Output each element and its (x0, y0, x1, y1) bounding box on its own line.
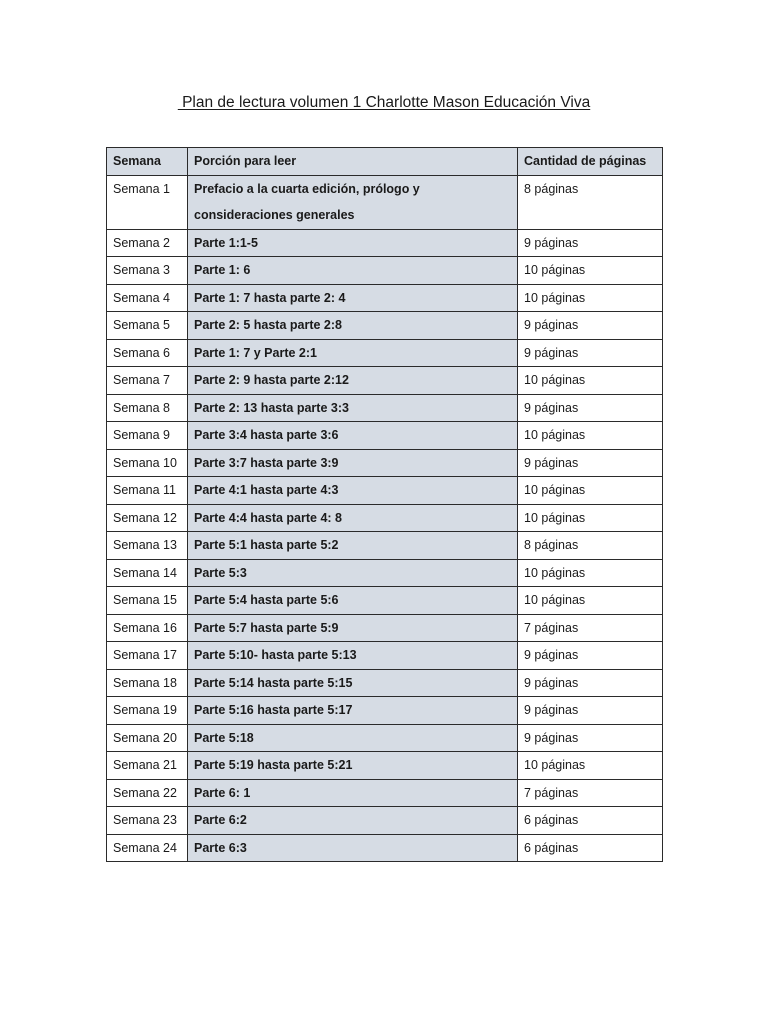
portion-cell: Parte 6:3 (188, 834, 518, 862)
portion-cell: Parte 6:2 (188, 807, 518, 835)
portion-cell: Parte 2: 13 hasta parte 3:3 (188, 394, 518, 422)
pages-cell: 9 páginas (518, 697, 663, 725)
portion-cell: Parte 4:4 hasta parte 4: 8 (188, 504, 518, 532)
pages-cell: 8 páginas (518, 532, 663, 560)
portion-cell: Parte 5:7 hasta parte 5:9 (188, 614, 518, 642)
portion-cell: Parte 3:4 hasta parte 3:6 (188, 422, 518, 450)
pages-cell: 10 páginas (518, 367, 663, 395)
pages-cell: 9 páginas (518, 339, 663, 367)
pages-cell: 10 páginas (518, 477, 663, 505)
week-cell: Semana 24 (107, 834, 188, 862)
pages-cell: 7 páginas (518, 779, 663, 807)
portion-cell: Parte 5:18 (188, 724, 518, 752)
portion-cell: Parte 6: 1 (188, 779, 518, 807)
pages-cell: 10 páginas (518, 752, 663, 780)
week-cell: Semana 6 (107, 339, 188, 367)
table-row (107, 532, 663, 560)
pages-cell: 10 páginas (518, 559, 663, 587)
table-row (107, 422, 663, 450)
pages-cell: 10 páginas (518, 504, 663, 532)
week-cell: Semana 20 (107, 724, 188, 752)
header-portion: Porción para leer (188, 148, 518, 176)
pages-cell: 10 páginas (518, 257, 663, 285)
week-cell: Semana 12 (107, 504, 188, 532)
pages-cell: 9 páginas (518, 312, 663, 340)
week-cell: Semana 19 (107, 697, 188, 725)
week-cell: Semana 10 (107, 449, 188, 477)
table-row (107, 257, 663, 285)
table-row (107, 752, 663, 780)
portion-cell: Parte 5:4 hasta parte 5:6 (188, 587, 518, 615)
week-cell: Semana 4 (107, 284, 188, 312)
portion-cell: Parte 2: 9 hasta parte 2:12 (188, 367, 518, 395)
table-row (107, 312, 663, 340)
header-week: Semana (107, 148, 188, 176)
table-row (107, 175, 663, 229)
week-cell: Semana 13 (107, 532, 188, 560)
week-cell: Semana 2 (107, 229, 188, 257)
week-cell: Semana 9 (107, 422, 188, 450)
portion-cell: Parte 5:19 hasta parte 5:21 (188, 752, 518, 780)
table-row (107, 477, 663, 505)
portion-cell: Parte 5:1 hasta parte 5:2 (188, 532, 518, 560)
header-pages: Cantidad de páginas (518, 148, 663, 176)
pages-cell: 9 páginas (518, 724, 663, 752)
table-header-row (107, 148, 663, 176)
week-cell: Semana 3 (107, 257, 188, 285)
week-cell: Semana 22 (107, 779, 188, 807)
portion-cell: Parte 5:14 hasta parte 5:15 (188, 669, 518, 697)
table-row (107, 587, 663, 615)
week-cell: Semana 16 (107, 614, 188, 642)
portion-cell: Parte 1: 7 y Parte 2:1 (188, 339, 518, 367)
portion-cell: Parte 3:7 hasta parte 3:9 (188, 449, 518, 477)
week-cell: Semana 7 (107, 367, 188, 395)
table-row (107, 614, 663, 642)
reading-plan-table (106, 147, 663, 862)
week-cell: Semana 15 (107, 587, 188, 615)
table-row (107, 834, 663, 862)
pages-cell: 10 páginas (518, 587, 663, 615)
table-row (107, 559, 663, 587)
portion-cell: Parte 1: 7 hasta parte 2: 4 (188, 284, 518, 312)
table-row (107, 697, 663, 725)
table-row (107, 642, 663, 670)
table-row (107, 669, 663, 697)
pages-cell: 9 páginas (518, 642, 663, 670)
pages-cell: 9 páginas (518, 449, 663, 477)
pages-cell: 9 páginas (518, 394, 663, 422)
portion-cell: Parte 5:16 hasta parte 5:17 (188, 697, 518, 725)
week-cell: Semana 11 (107, 477, 188, 505)
pages-cell: 9 páginas (518, 669, 663, 697)
week-cell: Semana 21 (107, 752, 188, 780)
pages-cell: 6 páginas (518, 834, 663, 862)
table-row (107, 367, 663, 395)
table-row (107, 504, 663, 532)
week-cell: Semana 18 (107, 669, 188, 697)
portion-cell: Prefacio a la cuarta edición, prólogo y consideraciones generales (188, 175, 518, 229)
portion-cell: Parte 5:3 (188, 559, 518, 587)
portion-cell: Parte 4:1 hasta parte 4:3 (188, 477, 518, 505)
week-cell: Semana 1 (107, 175, 188, 229)
pages-cell: 9 páginas (518, 229, 663, 257)
table-row (107, 339, 663, 367)
pages-cell: 10 páginas (518, 422, 663, 450)
week-cell: Semana 14 (107, 559, 188, 587)
table-row (107, 779, 663, 807)
week-cell: Semana 23 (107, 807, 188, 835)
table-row (107, 284, 663, 312)
week-cell: Semana 17 (107, 642, 188, 670)
pages-cell: 10 páginas (518, 284, 663, 312)
pages-cell: 8 páginas (518, 175, 663, 229)
pages-cell: 6 páginas (518, 807, 663, 835)
portion-cell: Parte 5:10- hasta parte 5:13 (188, 642, 518, 670)
table-row (107, 229, 663, 257)
table-row (107, 724, 663, 752)
portion-cell: Parte 1:1-5 (188, 229, 518, 257)
page-title: Plan de lectura volumen 1 Charlotte Mason Educación Viva (177, 94, 591, 111)
portion-cell: Parte 1: 6 (188, 257, 518, 285)
week-cell: Semana 8 (107, 394, 188, 422)
table-row (107, 394, 663, 422)
week-cell: Semana 5 (107, 312, 188, 340)
table-row (107, 449, 663, 477)
pages-cell: 7 páginas (518, 614, 663, 642)
table-row (107, 807, 663, 835)
portion-cell: Parte 2: 5 hasta parte 2:8 (188, 312, 518, 340)
